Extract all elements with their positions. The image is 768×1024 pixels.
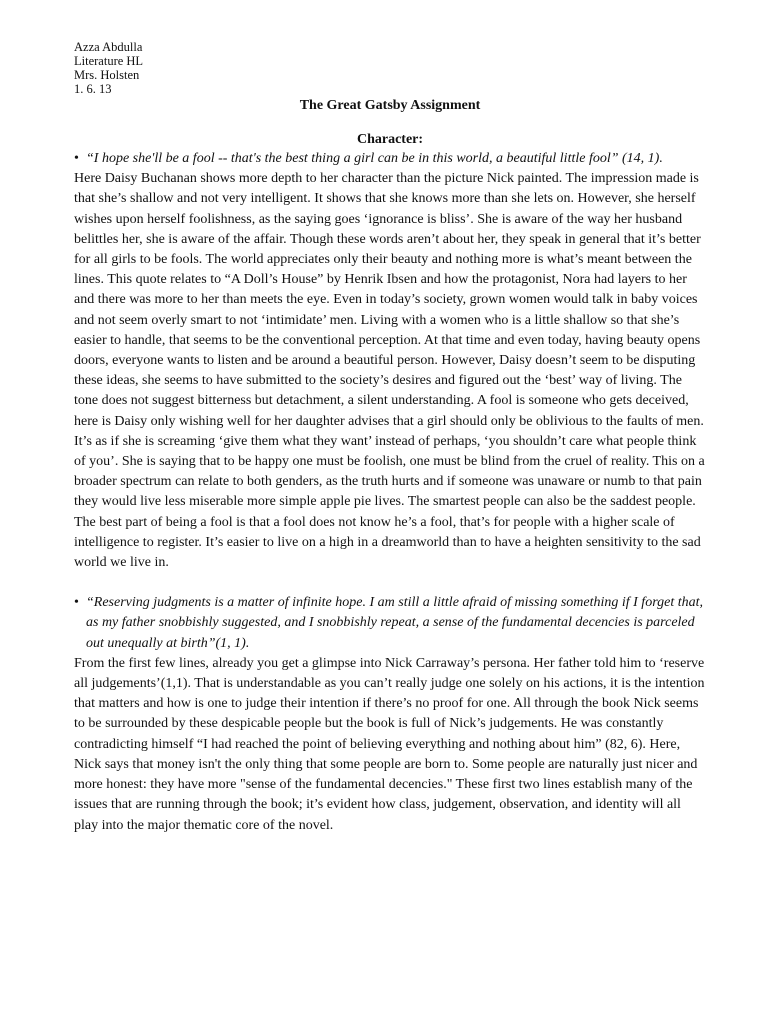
quote-1 xyxy=(74,149,706,169)
document-title: The Great Gatsby Assignment xyxy=(299,98,481,113)
quote-2-text: “Reserving judgments is a matter of infinite hope. I am still a little afraid of missing something if I forget that, as my father snobbishly suggested, and I snobbishly repeat, a sense of the fundamental decencies is parceled out unequally at birth”(1, 1). xyxy=(86,595,704,651)
bullet-icon: • xyxy=(74,151,79,166)
analysis-1: Here Daisy Buchanan shows more depth to her character than the picture Nick painted. The impression made is that she’s shallow and not very intelligent. It shows that she knows more than she lets on. However, she herself wishes upon herself foolishness, as the saying goes ‘ignorance is bliss’. She is aware of the way her husband belittles her, she is aware of the affair. Though these words aren’t about her, they speak in general that it’s better for all girls to be fools. The world appreciates only their beauty and nothing more is what’s meant between the lines. This quote relates to “A Doll’s House” by Henrik Ibsen and how the protagonist, Nora had layers to her and there was more to her than meets the eye. Even in today’s society, grown women would talk in baby voices and not seem overly smart to not ‘intimidate’ men. Living with a women who is a little shallow so that she’s easier to handle, that seems to be the conventional perception. At that time and even today, having beauty opens doors, everyone wants to listen and be around a beautiful person. However, Daisy doesn’t seem to be disputing these ideas, she seems to have submitted to the society’s desires and figured out the ‘best’ way of living. The tone does not suggest bitterness but detachment, a silent understanding. A fool is someone who gets deceived, here is Daisy only wishing well for her daughter advises that a girl should only be oblivious to the faults of men. It’s as if she is screaming ‘give them what they want’ instead of perhaps, ‘you shouldn’t care what people think of you’. She is saying that to be happy one must be foolish, one must be blind from the cruel of reality. This on a broader spectrum can relate to both genders, as the truth hurts and if someone was unaware or numb to that pain they would live less miserable more simple apple pie lives. The smartest people can also be the saddest people. The best part of being a fool is that a fool does not know he’s a fool, that’s for people with a higher scale of intelligence to register. It’s easier to live on a high in a dreamworld than to have a heighten sensitivity to the sad world we live in. xyxy=(74,171,705,571)
course-name: Literature HL xyxy=(74,54,144,68)
quote-2 xyxy=(74,593,706,654)
bullet-icon: • xyxy=(74,595,79,611)
author-name: Azza Abdulla xyxy=(74,40,143,54)
section-heading: Character: xyxy=(356,132,424,147)
teacher-name: Mrs. Holsten xyxy=(74,68,140,82)
document-date: 1. 6. 13 xyxy=(74,82,112,96)
quote-1-text: “I hope she'll be a fool -- that's the best thing a girl can be in this world, a beautiful little fool” (14, 1). xyxy=(86,151,663,166)
document-page xyxy=(74,40,706,836)
analysis-2: From the first few lines, already you get a glimpse into Nick Carraway’s persona. Her father told him to ‘reserve all judgements’(1,1). That is understandable as you can’t really judge one solely on his actions, it is the intention that matters and how is one to judge their intention if there’s no proof for one. All through the book Nick seems to be surrounded by these despicable people but the book is full of Nick’s judgements. He was constantly contradicting himself “I had reached the point of believing everything and nothing about him” (82, 6). Here, Nick says that money isn't the only thing that some people are born to. Some people are naturally just nicer and more honest: they have more "sense of the fundamental decencies." These first two lines establish many of the issues that are running through the book; it’s evident how class, judgement, observation, and identity will all play into the major thematic core of the novel. xyxy=(74,655,705,833)
section-spacer xyxy=(74,573,706,593)
